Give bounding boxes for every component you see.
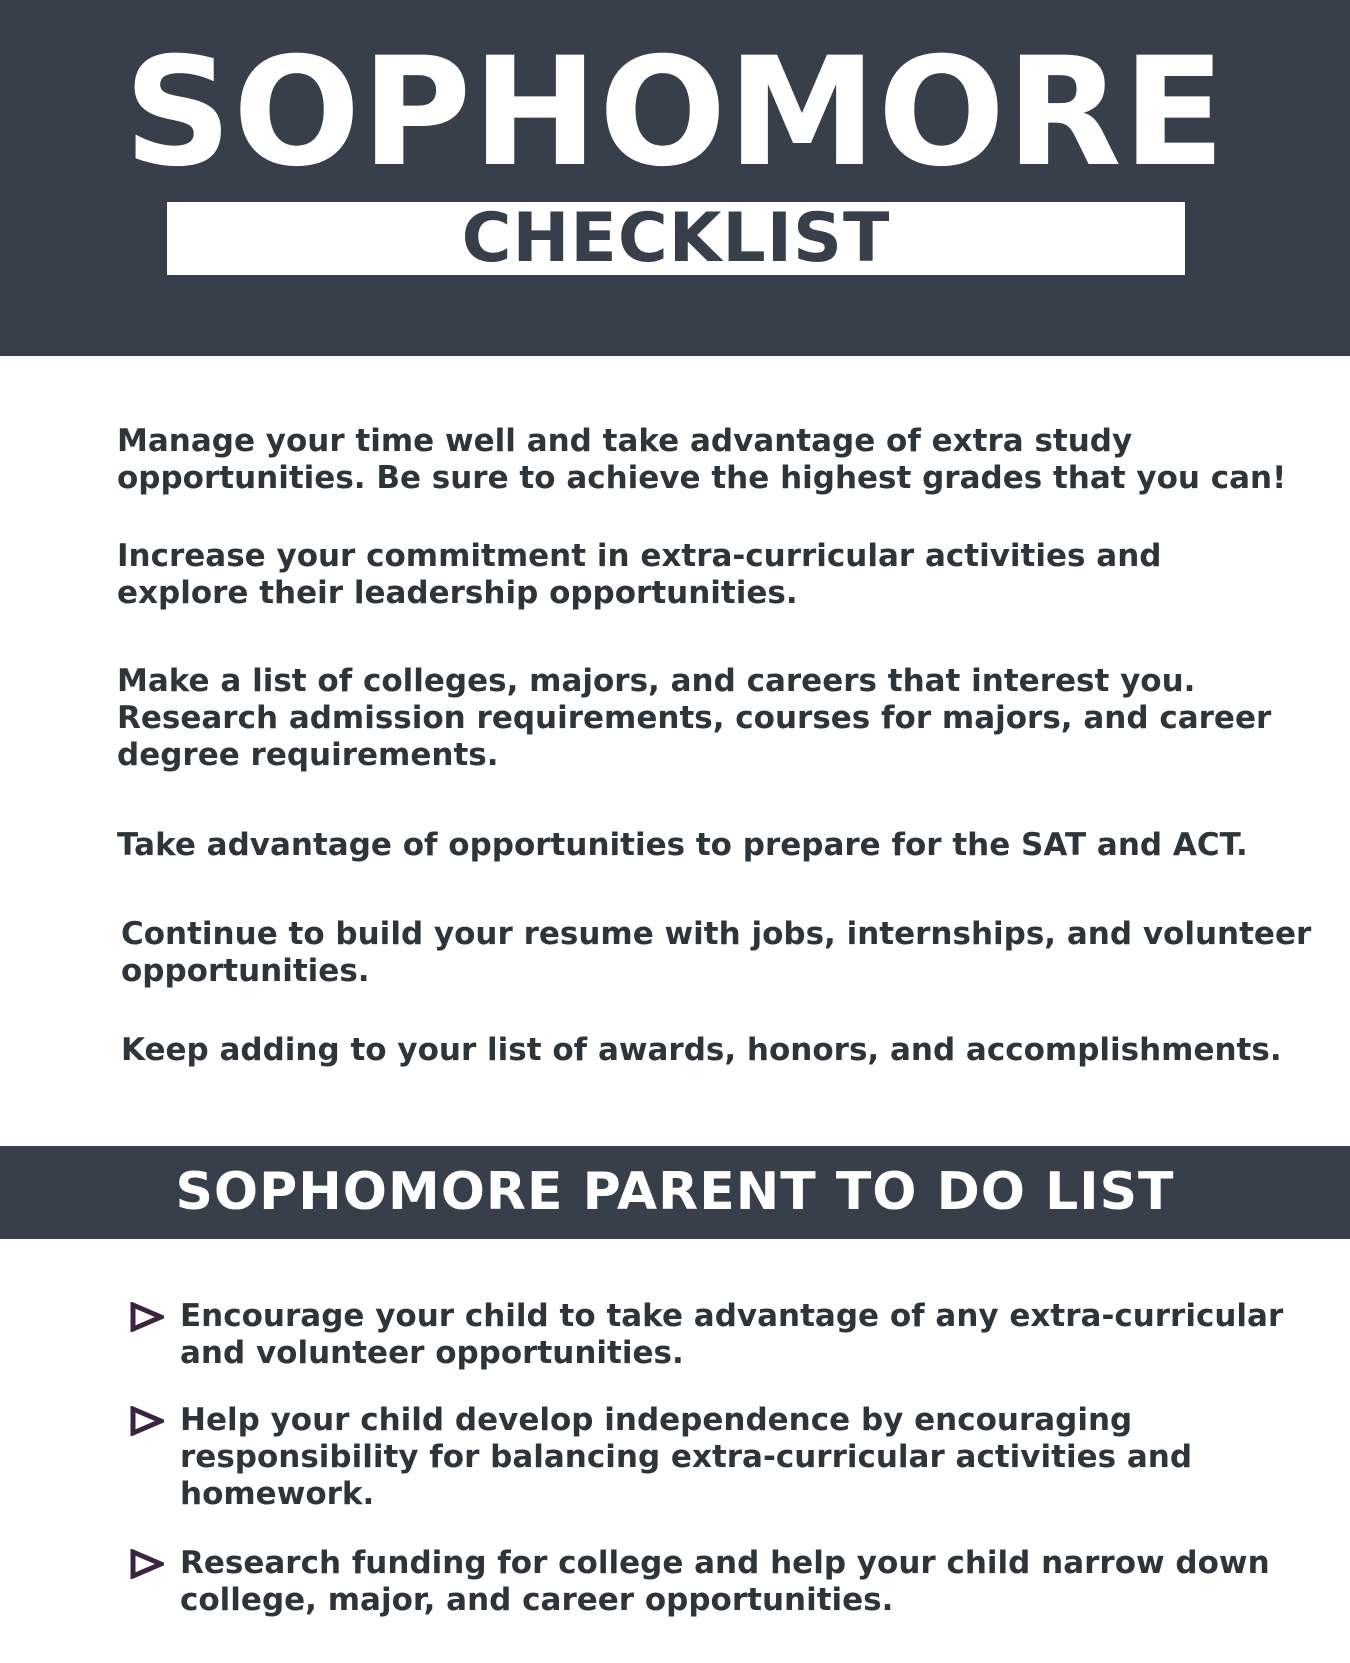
subtitle-box bbox=[167, 199, 1185, 278]
parent-section-banner bbox=[0, 1146, 1350, 1239]
checklist-item: Make a list of colleges, majors, and careers that interest you. Research admission requirements, courses for majors, and career degree requirements. bbox=[117, 663, 1272, 773]
header-banner bbox=[0, 0, 1350, 356]
checklist-item: Manage your time well and take advantage of extra study opportunities. Be sure to achieve the highest grades that you can! bbox=[117, 423, 1287, 496]
checklist-item: Keep adding to your list of awards, honors, and accomplishments. bbox=[121, 1032, 1282, 1068]
page-subtitle: CHECKLIST bbox=[461, 199, 891, 278]
arrow-bullet-icon bbox=[130, 1302, 164, 1332]
checklist-item: Increase your commitment in extra-curricular activities and explore their leadership opportunities. bbox=[117, 538, 1162, 611]
checklist-item: Continue to build your resume with jobs, internships, and volunteer opportunities. bbox=[121, 916, 1312, 989]
parent-list-item-text: Help your child develop independence by encouraging responsibility for balancing extra-curricular activities and homework. bbox=[180, 1402, 1193, 1512]
arrow-bullet-icon bbox=[130, 1406, 164, 1436]
checklist-item: Take advantage of opportunities to prepare for the SAT and ACT. bbox=[117, 827, 1248, 863]
parent-list-item-text: Research funding for college and help your child narrow down college, major, and career opportunities. bbox=[180, 1545, 1270, 1618]
parent-list-item-text: Encourage your child to take advantage of any extra-curricular and volunteer opportunities. bbox=[180, 1298, 1284, 1371]
page-title: SOPHOMORE bbox=[123, 26, 1227, 200]
arrow-bullet-icon bbox=[130, 1549, 164, 1579]
parent-section-title: SOPHOMORE PARENT TO DO LIST bbox=[175, 1162, 1175, 1222]
